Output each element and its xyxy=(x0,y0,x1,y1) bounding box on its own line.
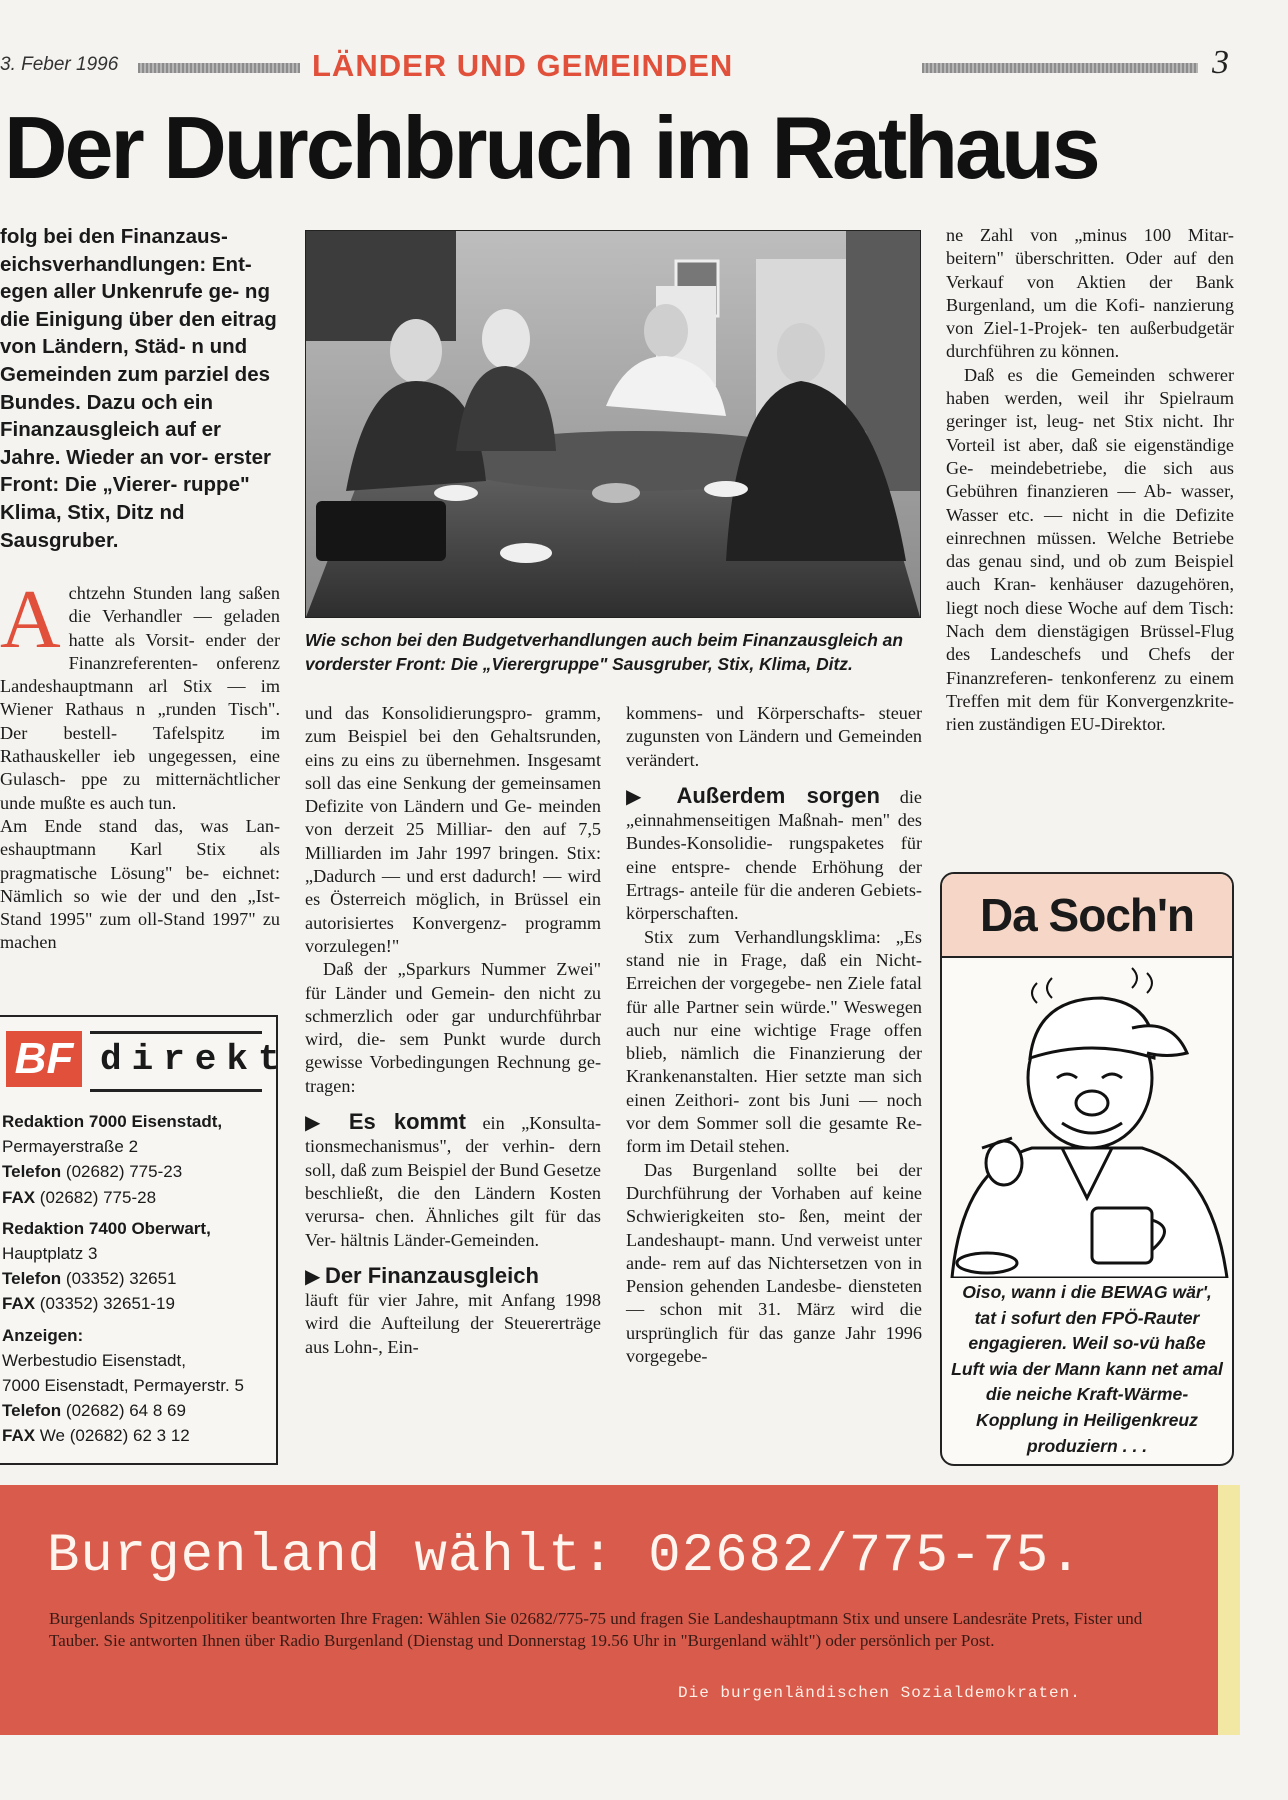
contact-label: Telefon xyxy=(2,1269,62,1289)
contact-line xyxy=(2,1185,244,1210)
triangle-bullet-icon: ▶ xyxy=(305,1265,321,1288)
bf-brand-name: direkt xyxy=(100,1039,290,1080)
article-photo xyxy=(305,230,921,618)
bf-direkt-contact-box xyxy=(0,1015,290,1465)
contact-line: Redaktion 7400 Oberwart, xyxy=(2,1218,211,1238)
section-title: LÄNDER UND GEMEINDEN xyxy=(312,48,734,83)
paragraph: ne Zahl von „minus 100 Mitar- beitern" überschritten. Oder auf den Verkauf von Aktien der Bank Burgenland, um die Kofi- nanzierung von Ziel-1-Projek- ten außerbudgetär durchführen zu können. xyxy=(946,225,1234,362)
triangle-bullet-icon: ▶ xyxy=(626,785,657,808)
contact-line: Werbestudio Eisenstadt, xyxy=(2,1350,186,1370)
article-lede: folg bei den Finanzaus- eichsverhandlungen: Ent- egen aller Unkenrufe ge- ng die Einigung über den eitrag von Ländern, Städ- n und Gemeinden zum parziel des Bundes. Dazu och ein Finanzausgleich auf er Jahre. Wieder an vor- erster Front: Die „Vierer- ruppe" Klima, Stix, Ditz nd Sausgruber. xyxy=(0,225,277,552)
contact-line xyxy=(2,1266,244,1291)
subheading: Außerdem sorgen xyxy=(676,782,880,808)
contact-label: Telefon xyxy=(2,1162,62,1182)
ad-body-text: Burgenlands Spitzenpolitiker beantworten Ihre Fragen: Wählen Sie 02682/775-75 und fragen Sie Landeshauptmann Stix und unsere Landesräte Prets, Fister und Tauber. Sie antworten Ihnen über Radio Burgenland (Dienstag und Donnerstag 19.56 Uhr in "Burgenland wählt") oder persönlich per Post. xyxy=(49,1609,1143,1650)
subhead-paragraph xyxy=(305,1264,601,1289)
paragraph-text: ein „Konsulta- tionsmechanismus", der verhin- dern soll, daß zum Beispiel der Bund Gesetze beschließt, die den Ländern Kosten verursa- chen. Ähnliches gilt für das Ver- hältnis Länder-Gemeinden. xyxy=(305,1113,602,1250)
article-column-4 xyxy=(946,224,1234,737)
ad-edge-stripe xyxy=(1218,1485,1240,1735)
contact-label: FAX xyxy=(2,1294,36,1314)
paragraph: chtzehn Stunden lang saßen die Verhandler — geladen hatte als Vorsit- ender der Finanzreferenten- onferenz Landeshauptmann arl Stix — im Wiener Rathaus n „runden Tisch". Der bestell- Tafelspitz im Rathauskeller ieb ungegessen, eine Gulasch- ppe zu mitternächtlicher unde mußte es auch tun. xyxy=(0,583,280,813)
article-column-3 xyxy=(626,702,922,1368)
ad-footer: Die burgenländischen Sozialdemokraten. xyxy=(678,1684,1081,1702)
cartoon-quote: Oiso, wann i die BEWAG wär', tat i sofurt den FPÖ-Rauter engagieren. Weil so-vü haße Luft wia der Mann kann net amal die neiche Kraft-Wärme-Kopplung in Heiligenkreuz produziern . . . xyxy=(951,1282,1223,1456)
paragraph: Daß der „Sparkurs Nummer Zwei" für Länder und Gemein- den nicht zu schmerzlich oder gar undurchführbar wird, die- sem Punkt wurde durch gewisse Vorbedingungen Rechnung ge- tragen: xyxy=(305,959,601,1096)
paragraph: und das Konsolidierungspro- gramm, zum Beispiel bei den Gehaltsrunden, eins zu eins zu übernehmen. Insgesamt soll das eine Senkung der gemeinsamen Defizite von Ländern und Ge- meinden von derzeit 25 Milliar- den auf 7,5 Milliarden im Jahr 1997 bringen. Stix: „Dadurch — und erst dadurch! — wird es Österreich möglich, in Brüssel ein autorisiertes Konvergenz- programm vorzulegen!" xyxy=(305,703,601,956)
contact-line: Permayerstraße 2 xyxy=(2,1137,139,1157)
page-number: 3 xyxy=(1212,44,1229,81)
paragraph: Daß es die Gemeinden schwerer haben werden, weil ihr Spielraum geringer ist, leug- net Stix nicht. Ihr Vorteil ist aber, daß sie eigenständige Ge- meindebetriebe, die sich aus Gebühren finanzieren — Ab- wasser, Wasser etc. — nicht in die Defizite einrechnen müssen. Welche Betriebe das genau sind, und ob zum Beispiel auch Kran- kenhäuser dazugehören, liegt noch diese Woche auf dem Tisch: Nach dem dienstägigen Brüssel-Flug des Landeschefs und Chefs der Finanzreferen- tenkonferenz zu einem Treffen mit dem für Konvergenzkrite- rien zuständigen EU-Direktor. xyxy=(946,364,1234,735)
subheading: Es kommt xyxy=(348,1109,466,1135)
article-column-2 xyxy=(305,702,601,1359)
paragraph: läuft für vier Jahre, mit Anfang 1998 wird die Aufteilung der Steuererträge aus Lohn-, Ein- xyxy=(305,1290,601,1357)
header-rule-left xyxy=(138,63,300,73)
contact-value: (02682) 64 8 69 xyxy=(61,1401,186,1421)
paragraph: Das Burgenland sollte bei der Durchführung der Vorhaben auf keine Schwierigkeiten sto- ßen, meint der Landeshaupt- mann. Und verweist unter ande- rem auf das Nichtersetzen von in Pension gehenden Landesbe- diensteten — schon mit 31. März wird die ursprünglich für das ganze Jahr 1996 vorgegebe- xyxy=(626,1159,922,1367)
contact-value: (03352) 32651 xyxy=(61,1269,177,1289)
contact-line: Redaktion 7000 Eisenstadt, xyxy=(2,1112,223,1131)
meeting-photo-illustration xyxy=(306,231,920,617)
contact-value: (02682) 775-23 xyxy=(61,1162,183,1182)
contact-line xyxy=(2,1398,244,1423)
header-rule-right xyxy=(922,63,1198,73)
contact-lines xyxy=(2,1109,244,1449)
triangle-bullet-icon: ▶ xyxy=(305,1112,333,1135)
ad-headline: Burgenland wählt: 02682/775-75. xyxy=(47,1526,1083,1587)
cartoon-drawing xyxy=(942,958,1232,1278)
cartoon-title: Da Soch'n xyxy=(942,874,1232,958)
paragraph: kommens- und Körperschafts- steuer zugunsten von Ländern und Gemeinden verändert. xyxy=(626,703,922,770)
paragraph: Am Ende stand das, was Lan- eshauptmann Karl Stix als pragmatische Lösung" be- eichnet: Nämlich so wie der und den „Ist-Stand 1995" zum oll-Stand 1997" zu machen xyxy=(0,815,280,953)
paragraph: Stix zum Verhandlungsklima: „Es stand nie in Frage, daß ein Nicht-Erreichen der vorgegebe- nen Ziele fatal für alle Partner sein würde." Weswegen auch nur eine wichtige Frage offen blieb, nämlich die Finanzierung der Krankenanstalten. Hier setzte man sich einen Zeithori- zont bis Juni — noch vor dem Sommer soll die gesamte Re- form im Detail stehen. xyxy=(626,926,922,1157)
contact-line: Anzeigen: xyxy=(2,1325,84,1345)
drop-cap: A xyxy=(0,573,61,666)
article-column-1 xyxy=(0,573,280,955)
article-headline: Der Durchbruch im Rathaus xyxy=(4,98,1098,197)
contact-line: 7000 Eisenstadt, Permayerstr. 5 xyxy=(2,1376,244,1396)
contact-value: (02682) 775-28 xyxy=(35,1187,157,1207)
contact-label: Telefon xyxy=(2,1401,62,1421)
contact-line xyxy=(2,1423,244,1448)
subhead-paragraph xyxy=(305,1110,601,1252)
issue-date: 3. Feber 1996 xyxy=(0,54,119,75)
contact-value: (03352) 32651-19 xyxy=(35,1294,175,1314)
divider xyxy=(90,1089,262,1092)
bf-logo: BF xyxy=(6,1031,82,1087)
subhead-paragraph xyxy=(626,784,922,926)
photo-caption: Wie schon bei den Budgetverhandlungen auch beim Finanzausgleich an vorderster Front: Die „Vierergruppe" Sausgruber, Stix, Klima, Ditz. xyxy=(305,630,903,674)
contact-line xyxy=(2,1291,244,1316)
contact-label: FAX xyxy=(2,1187,36,1207)
cartoon-box xyxy=(940,872,1234,1466)
contact-label: FAX xyxy=(2,1426,36,1446)
divider xyxy=(90,1031,262,1034)
contact-value: We (02682) 62 3 12 xyxy=(35,1426,190,1446)
subheading: Der Finanzausgleich xyxy=(324,1262,539,1288)
contact-line: Hauptplatz 3 xyxy=(2,1244,98,1264)
contact-line xyxy=(2,1159,244,1184)
paragraph-text: die „einnahmenseitigen Maßnah- men" des Bundes-Konsolidie- rungspaketes für eine entspre- chende Erhöhung der Ertrags- anteile für die anderen Gebiets- körperschaften. xyxy=(626,786,923,924)
